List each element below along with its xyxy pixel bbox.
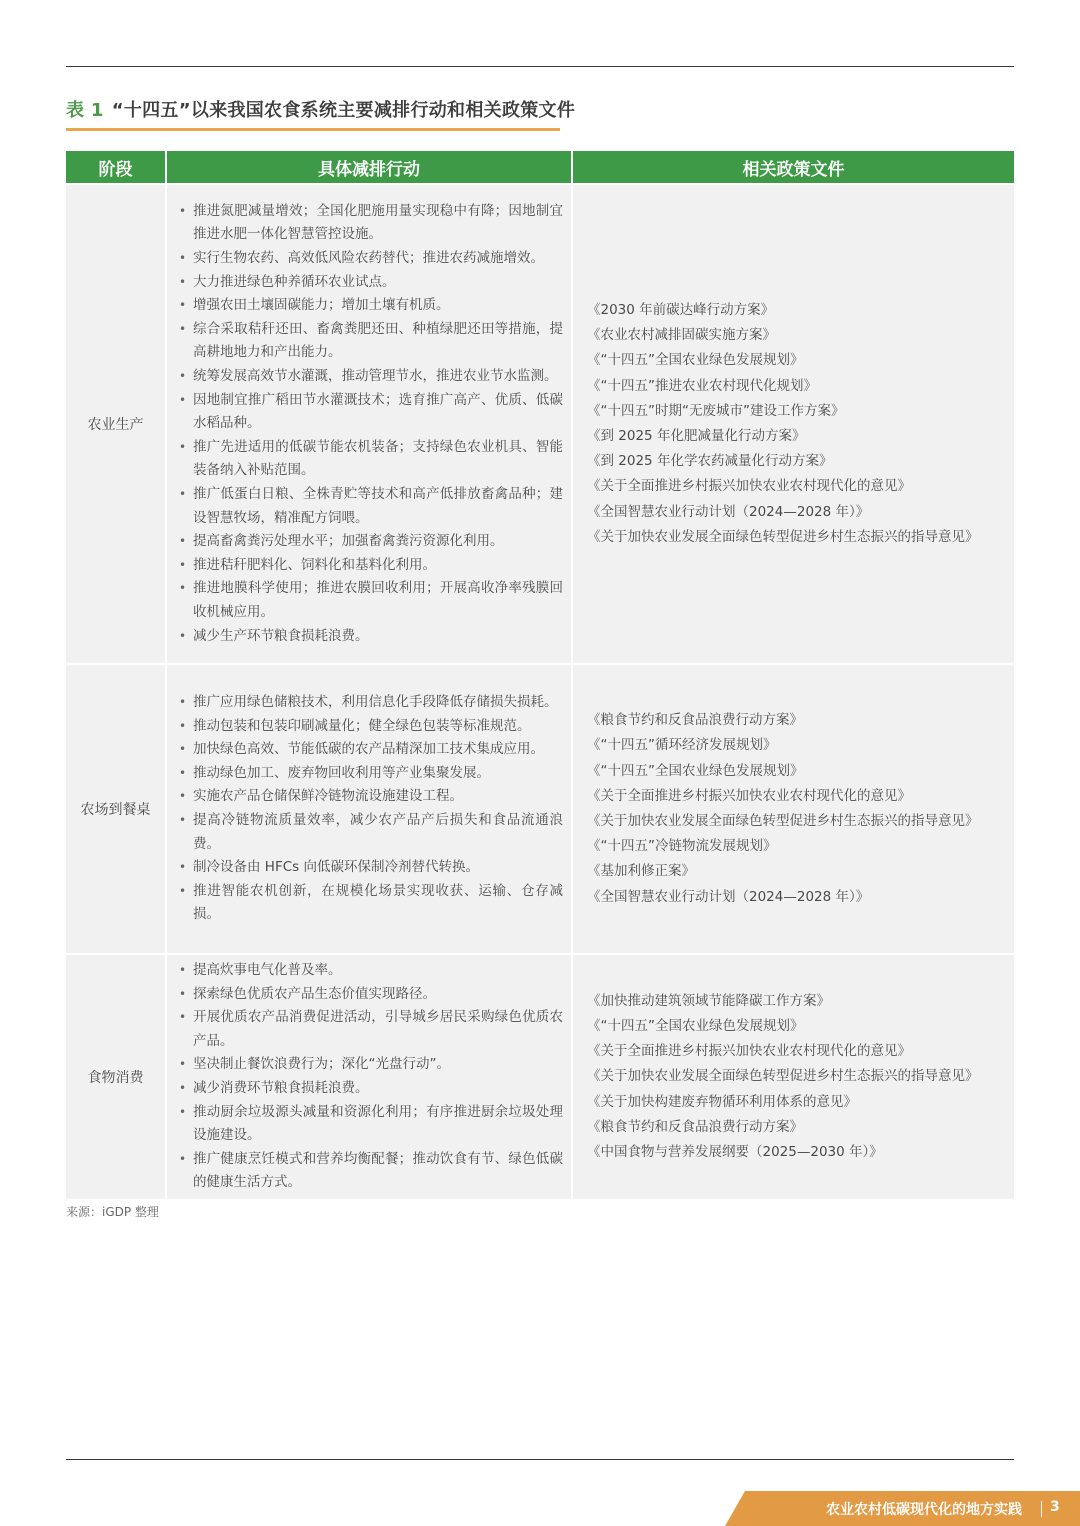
action-item: • 提高炊事电气化普及率。: [179, 959, 563, 983]
policy-item: 《全国智慧农业行动计划（2024—2028 年）》: [587, 503, 870, 520]
policies-cell: [572, 664, 1014, 954]
header-actions: 具体减排行动: [166, 151, 572, 184]
policy-item: 《关于加快农业发展全面绿色转型促进乡村生态振兴的指导意见》: [587, 528, 979, 545]
table-title-block: [66, 96, 575, 131]
policy-item: 《关于全面推进乡村振兴加快农业农村现代化的意见》: [587, 1043, 911, 1060]
policy-item: 《全国智慧农业行动计划（2024—2028 年）》: [587, 888, 870, 905]
policy-item: 《“十四五”冷链物流发展规划》: [587, 838, 777, 855]
action-item: • 推动绿色加工、废弃物回收利用等产业集聚发展。: [179, 762, 563, 786]
policy-item: 《基加利修正案》: [587, 863, 695, 880]
action-item: • 推广先进适用的低碳节能农机装备；支持绿色农业机具、智能装备纳入补贴范围。: [179, 436, 563, 483]
action-item: • 减少消费环节粮食损耗浪费。: [179, 1077, 563, 1101]
actions-cell: [166, 954, 572, 1199]
table-row: [66, 664, 1014, 954]
policy-item: 《关于加快农业发展全面绿色转型促进乡村生态振兴的指导意见》: [587, 1068, 979, 1085]
policy-item: 《关于全面推进乡村振兴加快农业农村现代化的意见》: [587, 787, 911, 804]
actions-list: [179, 691, 563, 927]
footer-separator: [1041, 1501, 1042, 1517]
table-row: [66, 184, 1014, 664]
action-item: • 提高畜禽粪污处理水平；加强畜禽粪污资源化利用。: [179, 530, 563, 554]
policy-item: 《到 2025 年化肥减量化行动方案》: [587, 428, 806, 444]
action-item: • 制冷设备由 HFCs 向低碳环保制冷剂替代转换。: [179, 856, 563, 880]
stage-cell: 食物消费: [66, 954, 166, 1199]
table-header-row: [66, 151, 1014, 184]
action-item: • 探索绿色优质农产品生态价值实现路径。: [179, 983, 563, 1007]
action-item: • 大力推进绿色种养循环农业试点。: [179, 271, 563, 295]
header-stage: 阶段: [66, 151, 166, 184]
policy-item: 《“十四五”全国农业绿色发展规划》: [587, 762, 804, 779]
action-item: • 减少生产环节粮食损耗浪费。: [179, 625, 563, 649]
top-rule: [66, 66, 1014, 67]
table-title: [66, 96, 575, 122]
policy-item: 《关于加快构建废弃物循环利用体系的意见》: [587, 1093, 857, 1110]
stage-cell: 农业生产: [66, 184, 166, 664]
action-item: • 坚决制止餐饮浪费行为；深化“光盘行动”。: [179, 1053, 563, 1077]
action-item: • 推动包装和包装印刷减量化；健全绿色包装等标准规范。: [179, 715, 563, 739]
policy-table: [66, 151, 1014, 1199]
action-item: • 推广健康烹饪模式和营养均衡配餐；推动饮食有节、绿色低碳的健康生活方式。: [179, 1148, 563, 1195]
table-number: 表 1: [66, 100, 104, 121]
action-item: • 综合采取秸秆还田、畜禽粪肥还田、种植绿肥还田等措施，提高耕地地力和产出能力。: [179, 318, 563, 365]
action-item: • 因地制宜推广稻田节水灌溉技术；选育推广高产、优质、低碳水稻品种。: [179, 389, 563, 436]
action-item: • 统筹发展高效节水灌溉，推动管理节水，推进农业节水监测。: [179, 365, 563, 389]
policy-item: 《加快推动建筑领域节能降碳工作方案》: [587, 992, 830, 1009]
action-item: • 推进秸秆肥料化、饲料化和基料化利用。: [179, 554, 563, 578]
action-item: • 开展优质农产品消费促进活动，引导城乡居民采购绿色优质农产品。: [179, 1006, 563, 1053]
action-item: • 实行生物农药、高效低风险农药替代；推进农药减施增效。: [179, 247, 563, 271]
action-item: • 推进地膜科学使用；推进农膜回收利用；开展高收净率残膜回收机械应用。: [179, 577, 563, 624]
policy-item: 《“十四五”时期“无废城市”建设工作方案》: [587, 402, 845, 419]
policy-item: 《“十四五”推进农业农村现代化规划》: [587, 377, 817, 394]
action-item: • 推进氮肥减量增效；全国化肥施用量实现稳中有降；因地制宜推进水肥一体化智慧管控设施。: [179, 200, 563, 247]
action-item: • 推广低蛋白日粮、全株青贮等技术和高产低排放畜禽品种；建设智慧牧场，精准配方饲喂。: [179, 483, 563, 530]
policy-item: 《“十四五”全国农业绿色发展规划》: [587, 352, 804, 369]
table-row: [66, 954, 1014, 1199]
table-body: [66, 184, 1014, 1199]
source-note: 来源：iGDP 整理: [66, 1205, 159, 1219]
action-item: • 实施农产品仓储保鲜冷链物流设施建设工程。: [179, 785, 563, 809]
policy-item: 《粮食节约和反食品浪费行动方案》: [587, 1118, 803, 1135]
title-underline: [66, 128, 560, 131]
action-item: • 提高冷链物流质量效率，减少农产品产后损失和食品流通浪费。: [179, 809, 563, 856]
action-item: • 加快绿色高效、节能低碳的农产品精深加工技术集成应用。: [179, 738, 563, 762]
policies-cell: [572, 184, 1014, 664]
policy-item: 《到 2025 年化学农药减量化行动方案》: [587, 453, 833, 470]
policy-item: 《2030 年前碳达峰行动方案》: [587, 301, 775, 318]
stage-cell: 农场到餐桌: [66, 664, 166, 954]
action-item: • 推动厨余垃圾源头减量和资源化利用；有序推进厨余垃圾处理设施建设。: [179, 1101, 563, 1148]
actions-list: [179, 200, 563, 648]
policy-item: 《粮食节约和反食品浪费行动方案》: [587, 712, 803, 729]
action-item: • 推进智能农机创新，在规模化场景实现收获、运输、仓存减损。: [179, 880, 563, 927]
actions-cell: [166, 664, 572, 954]
policy-item: 《中国食物与营养发展纲要（2025—2030 年）》: [587, 1143, 883, 1160]
actions-list: [179, 959, 563, 1195]
page-number: 3: [1050, 1499, 1060, 1515]
action-item: • 增强农田土壤固碳能力；增加土壤有机质。: [179, 294, 563, 318]
action-item: • 推广应用绿色储粮技术，利用信息化手段降低存储损失损耗。: [179, 691, 563, 715]
policies-cell: [572, 954, 1014, 1199]
policy-item: 《农业农村减排固碳实施方案》: [587, 327, 776, 344]
policy-item: 《“十四五”全国农业绿色发展规划》: [587, 1017, 804, 1034]
bottom-rule: [66, 1459, 1014, 1460]
policy-item: 《“十四五”循环经济发展规划》: [587, 737, 777, 754]
header-policies: 相关政策文件: [572, 151, 1014, 184]
policy-item: 《关于全面推进乡村振兴加快农业农村现代化的意见》: [587, 478, 911, 495]
actions-cell: [166, 184, 572, 664]
footer-title: 农业农村低碳现代化的地方实践: [826, 1502, 1022, 1518]
policy-item: 《关于加快农业发展全面绿色转型促进乡村生态振兴的指导意见》: [587, 813, 979, 829]
table-title-text: “十四五”以来我国农食系统主要减排行动和相关政策文件: [111, 100, 576, 121]
